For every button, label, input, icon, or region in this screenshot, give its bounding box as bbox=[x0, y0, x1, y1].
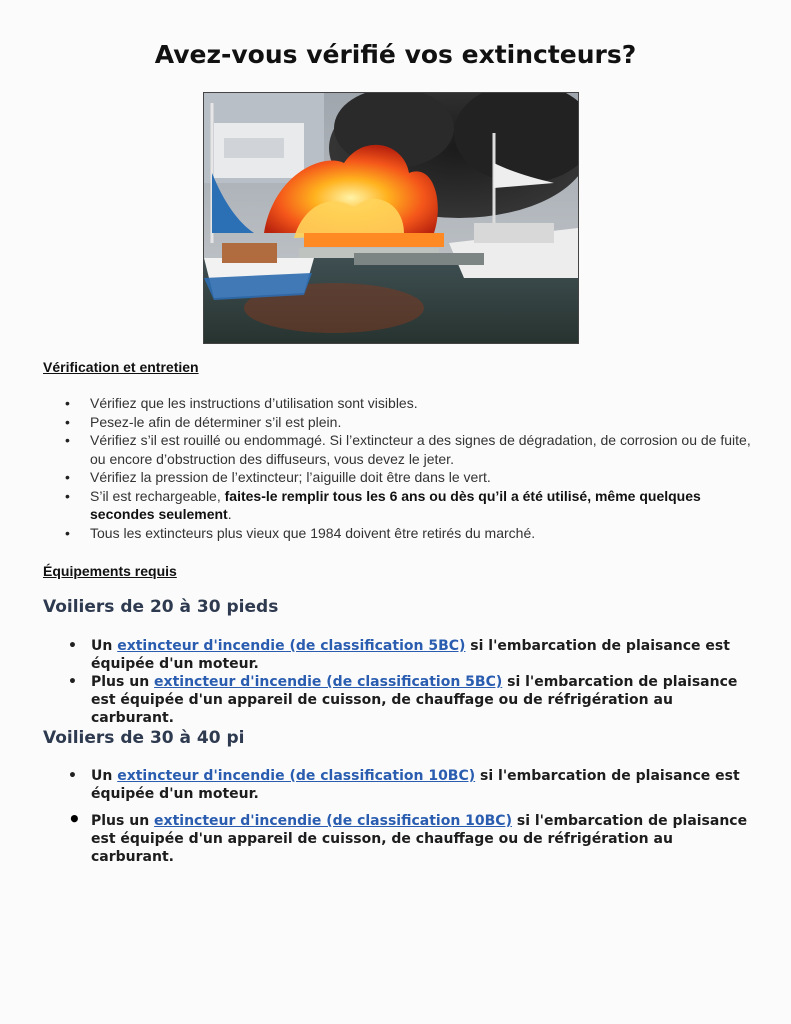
group-title-20-30: Voiliers de 20 à 30 pieds bbox=[43, 597, 279, 617]
list-item-text: si l'embarcation de plaisance est équipée d'un moteur. bbox=[91, 638, 730, 672]
list-item bbox=[68, 673, 758, 727]
boat-fire-photo bbox=[203, 92, 579, 344]
boat-fire-illustration bbox=[204, 93, 578, 343]
equipment-list-30-40 bbox=[68, 767, 758, 866]
list-item: • Tous les extincteurs plus vieux que 1984 doivent être retirés du marché. bbox=[63, 524, 753, 543]
list-item-text: Plus un bbox=[91, 674, 155, 690]
list-item bbox=[68, 637, 758, 673]
section-heading-verification: Vérification et entretien bbox=[43, 359, 199, 375]
extinguisher-link[interactable]: extincteur d'incendie (de classification 10BC) bbox=[154, 813, 512, 829]
list-item: • Vérifiez s’il est rouillé ou endommagé. Si l’extincteur a des signes de dégradation, de corrosion ou de fuite, ou encore d’obstruction des diffuseurs, vous devez le jeter. bbox=[63, 431, 753, 468]
group-title-30-40: Voiliers de 30 à 40 pi bbox=[43, 728, 245, 748]
extinguisher-link[interactable]: extincteur d'incendie (de classification 5BC) bbox=[117, 638, 466, 654]
list-item: • Vérifiez la pression de l’extincteur; l’aiguille doit être dans le vert. bbox=[63, 468, 753, 487]
list-item bbox=[68, 812, 758, 866]
list-item-text: si l'embarcation de plaisance est équipée d'un moteur. bbox=[91, 768, 740, 802]
list-item-text: Un bbox=[91, 638, 118, 654]
equipment-list-20-30 bbox=[68, 637, 758, 727]
verification-list bbox=[63, 394, 753, 542]
list-item-text: Plus un bbox=[91, 813, 155, 829]
list-item-text: si l'embarcation de plaisance est équipée d'un appareil de cuisson, de chauffage ou de réfrigération au carburant. bbox=[91, 674, 738, 726]
list-item bbox=[63, 487, 753, 524]
list-item: • Pesez-le afin de déterminer s’il est plein. bbox=[63, 413, 753, 432]
extinguisher-link[interactable]: extincteur d'incendie (de classification 10BC) bbox=[117, 768, 476, 784]
list-item-text: S’il est rechargeable, bbox=[90, 487, 225, 504]
list-item bbox=[68, 767, 758, 803]
page-title: Avez-vous vérifié vos extincteurs? bbox=[154, 40, 637, 69]
extinguisher-link[interactable]: extincteur d'incendie (de classification 5BC) bbox=[154, 674, 503, 690]
list-item-text: si l'embarcation de plaisance est équipée d'un appareil de cuisson, de chauffage ou de réfrigération au carburant. bbox=[91, 813, 748, 865]
list-item-text: Un bbox=[91, 768, 118, 784]
list-item-text: . bbox=[227, 506, 232, 522]
list-item-emphasis: faites-le remplir tous les 6 ans ou dès qu’il a été utilisé, même quelques secondes seulement bbox=[90, 487, 701, 522]
list-item: • Vérifiez que les instructions d’utilisation sont visibles. bbox=[63, 394, 753, 413]
section-heading-equipment: Équipements requis bbox=[43, 563, 177, 579]
